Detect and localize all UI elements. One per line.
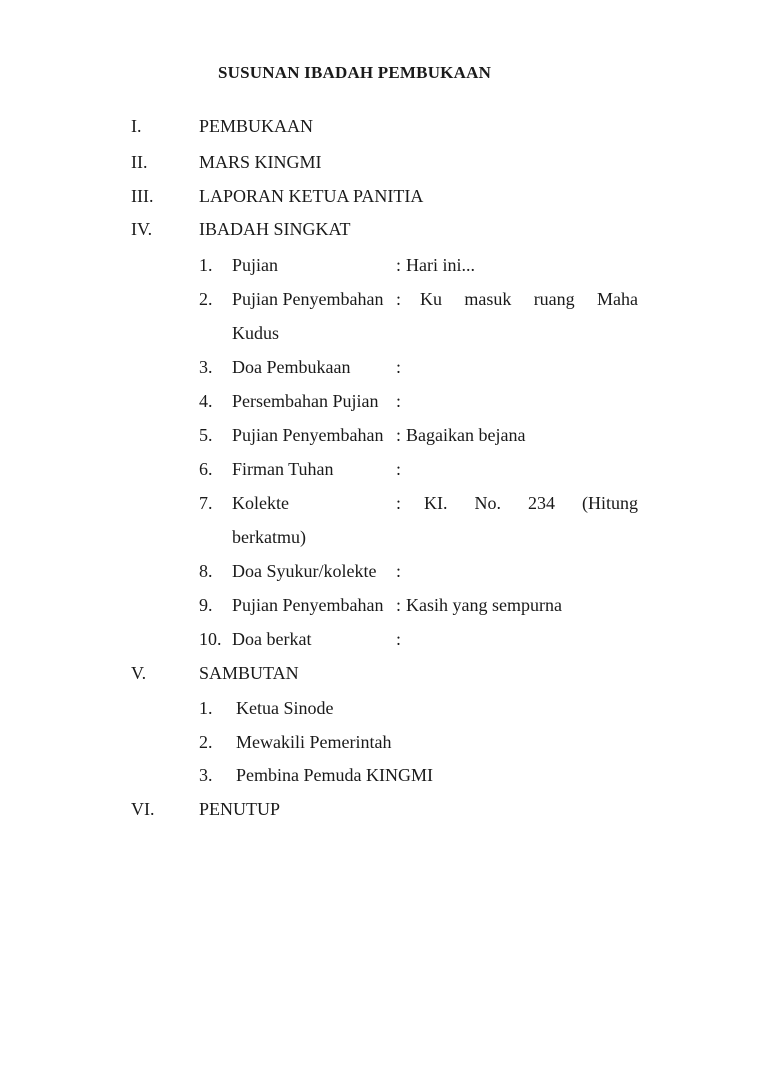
list-item-value: Kasih yang sempurna (406, 595, 562, 615)
list-item-number: 1. (199, 255, 213, 275)
list-item-label: Persembahan Pujian (232, 391, 379, 411)
list-item-separator: : (396, 561, 402, 581)
list-item-number: 9. (199, 595, 213, 615)
list-item-number: 10. (199, 629, 222, 649)
value-word: No. (474, 493, 501, 513)
list-item-value (420, 290, 638, 308)
list-item-separator: : (396, 289, 402, 309)
list-item-number: 2. (199, 732, 213, 752)
list-item-label: Pujian Penyembahan (232, 425, 384, 445)
list-item-number: 6. (199, 459, 213, 479)
list-item-label: Doa Pembukaan (232, 357, 351, 377)
list-item-number: 4. (199, 391, 213, 411)
list-item-separator: : (396, 595, 402, 615)
value-word: (Hitung (582, 493, 638, 513)
list-item-number: 3. (199, 765, 213, 785)
list-item-number: 1. (199, 698, 213, 718)
value-word: ruang (533, 289, 575, 309)
section-numeral: I. (131, 116, 142, 136)
list-item-label: Mewakili Pemerintah (236, 732, 392, 752)
value-word: masuk (464, 289, 512, 309)
list-item-value: Bagaikan bejana (406, 425, 526, 445)
section-label: PENUTUP (199, 799, 281, 819)
list-item-separator: : (396, 629, 402, 649)
value-word: KI. (424, 493, 448, 513)
list-item-label: Doa Syukur/kolekte (232, 561, 377, 581)
list-item-label: Doa berkat (232, 629, 312, 649)
list-item-value: Hari ini... (406, 255, 475, 275)
list-item-number: 8. (199, 561, 213, 581)
section-numeral: III. (131, 186, 154, 206)
list-item-separator: : (396, 459, 402, 479)
section-numeral: II. (131, 152, 148, 172)
section-numeral: VI. (131, 799, 155, 819)
list-item-value (424, 494, 638, 512)
list-item-label: Pujian Penyembahan (232, 595, 384, 615)
list-item-label: Firman Tuhan (232, 459, 334, 479)
section-label: MARS KINGMI (199, 152, 322, 172)
list-item-value-continuation: berkatmu) (232, 527, 306, 547)
list-item-number: 3. (199, 357, 213, 377)
list-item-number: 2. (199, 289, 213, 309)
list-item-label: Pujian Penyembahan (232, 289, 384, 309)
value-word: Maha (597, 289, 638, 309)
document-title: SUSUNAN IBADAH PEMBUKAAN (218, 63, 492, 82)
section-label: LAPORAN KETUA PANITIA (199, 186, 424, 206)
section-label: PEMBUKAAN (199, 116, 314, 136)
list-item-separator: : (396, 391, 402, 411)
list-item-label: Kolekte (232, 493, 289, 513)
list-item-number: 7. (199, 493, 213, 513)
list-item-value-continuation: Kudus (232, 323, 280, 343)
section-numeral: IV. (131, 219, 153, 239)
list-item-label: Ketua Sinode (236, 698, 334, 718)
list-item-separator: : (396, 425, 402, 445)
list-item-label: Pembina Pemuda KINGMI (236, 765, 433, 785)
value-word: 234 (528, 493, 555, 513)
list-item-label: Pujian (232, 255, 279, 275)
list-item-separator: : (396, 357, 402, 377)
section-label: SAMBUTAN (199, 663, 299, 683)
section-label: IBADAH SINGKAT (199, 219, 351, 239)
list-item-number: 5. (199, 425, 213, 445)
section-numeral: V. (131, 663, 147, 683)
value-word: Ku (420, 289, 442, 309)
list-item-separator: : (396, 493, 402, 513)
list-item-separator: : (396, 255, 402, 275)
